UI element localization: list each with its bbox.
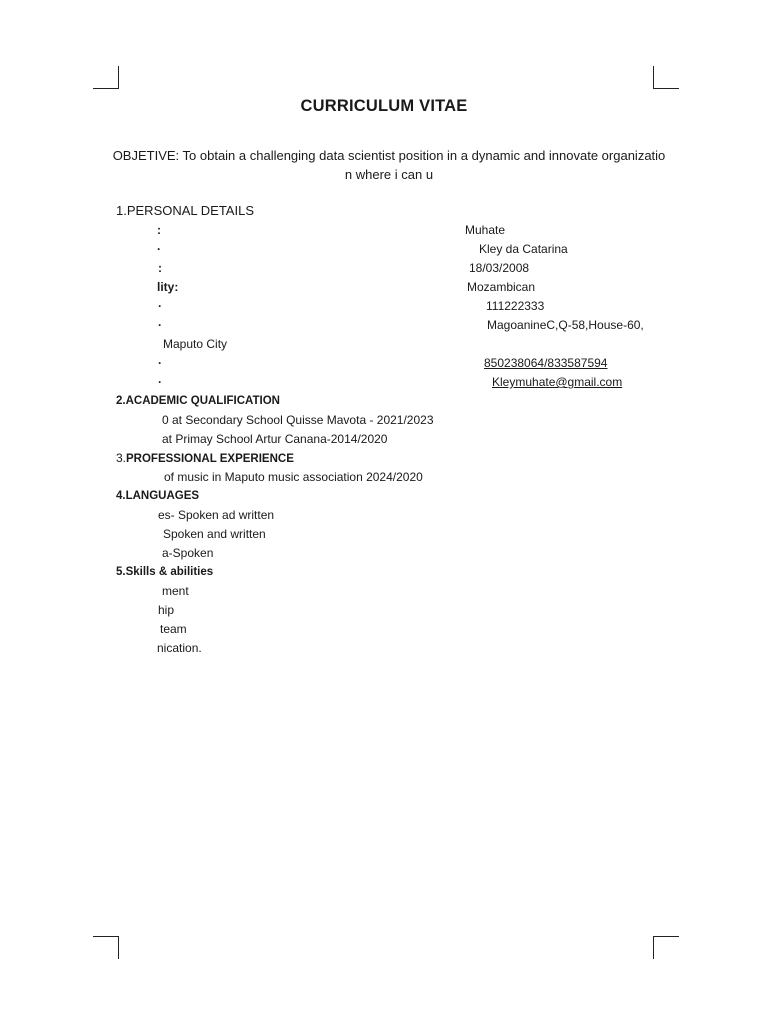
surname-value: Muhate xyxy=(465,223,506,237)
crop-mark-top-right xyxy=(653,66,679,89)
skill-item: hip xyxy=(158,603,175,617)
academic-heading: 2.ACADEMIC QUALIFICATION xyxy=(116,395,280,407)
email-link[interactable]: Kleymuhate@gmail.com xyxy=(492,375,623,389)
document-title: CURRICULUM VITAE xyxy=(300,97,468,115)
label-fragment: · xyxy=(158,356,162,370)
language-item: a-Spoken xyxy=(162,546,214,560)
address-city-value: Maputo City xyxy=(163,337,228,351)
professional-heading-number: 3. xyxy=(116,451,127,465)
label-fragment: lity: xyxy=(157,280,179,294)
nationality-value: Mozambican xyxy=(467,280,536,294)
personal-details-heading: 1.PERSONAL DETAILS xyxy=(116,203,254,218)
id-number-value: 111222333 xyxy=(486,299,545,313)
skill-item: ment xyxy=(162,584,189,598)
names-value: Kley da Catarina xyxy=(479,242,568,256)
academic-item: 0 at Secondary School Quisse Mavota - 2021/2023 xyxy=(162,413,434,427)
languages-heading: 4.LANGUAGES xyxy=(116,490,200,502)
label-fragment: · xyxy=(157,242,161,256)
skill-item: nication. xyxy=(157,641,202,655)
label-fragment: · xyxy=(158,299,162,313)
language-item: es- Spoken ad written xyxy=(158,508,275,522)
objective-text: OBJETIVE: To obtain a challenging data scientist position in a dynamic and innovate organization where i can u xyxy=(112,148,666,182)
skills-heading: 5.Skills & abilities xyxy=(116,566,214,578)
crop-mark-bottom-left xyxy=(93,936,119,959)
skill-item: team xyxy=(160,622,187,636)
professional-item: of music in Maputo music association 2024/2020 xyxy=(164,470,423,484)
professional-heading xyxy=(116,451,294,466)
crop-mark-bottom-right xyxy=(653,936,679,959)
label-fragment: : xyxy=(158,261,162,275)
label-fragment: · xyxy=(158,318,162,332)
professional-heading-text: PROFESSIONAL EXPERIENCE xyxy=(126,453,294,465)
address-value: MagoanineC,Q-58,House-60, xyxy=(487,318,644,332)
phone-link[interactable]: 850238064/833587594 xyxy=(484,356,608,370)
language-item: Spoken and written xyxy=(163,527,266,541)
academic-item: at Primay School Artur Canana-2014/2020 xyxy=(162,432,388,446)
crop-mark-top-left xyxy=(93,66,119,89)
label-fragment: : xyxy=(157,223,161,237)
birth-date-value: 18/03/2008 xyxy=(469,261,530,275)
label-fragment: · xyxy=(158,375,162,389)
